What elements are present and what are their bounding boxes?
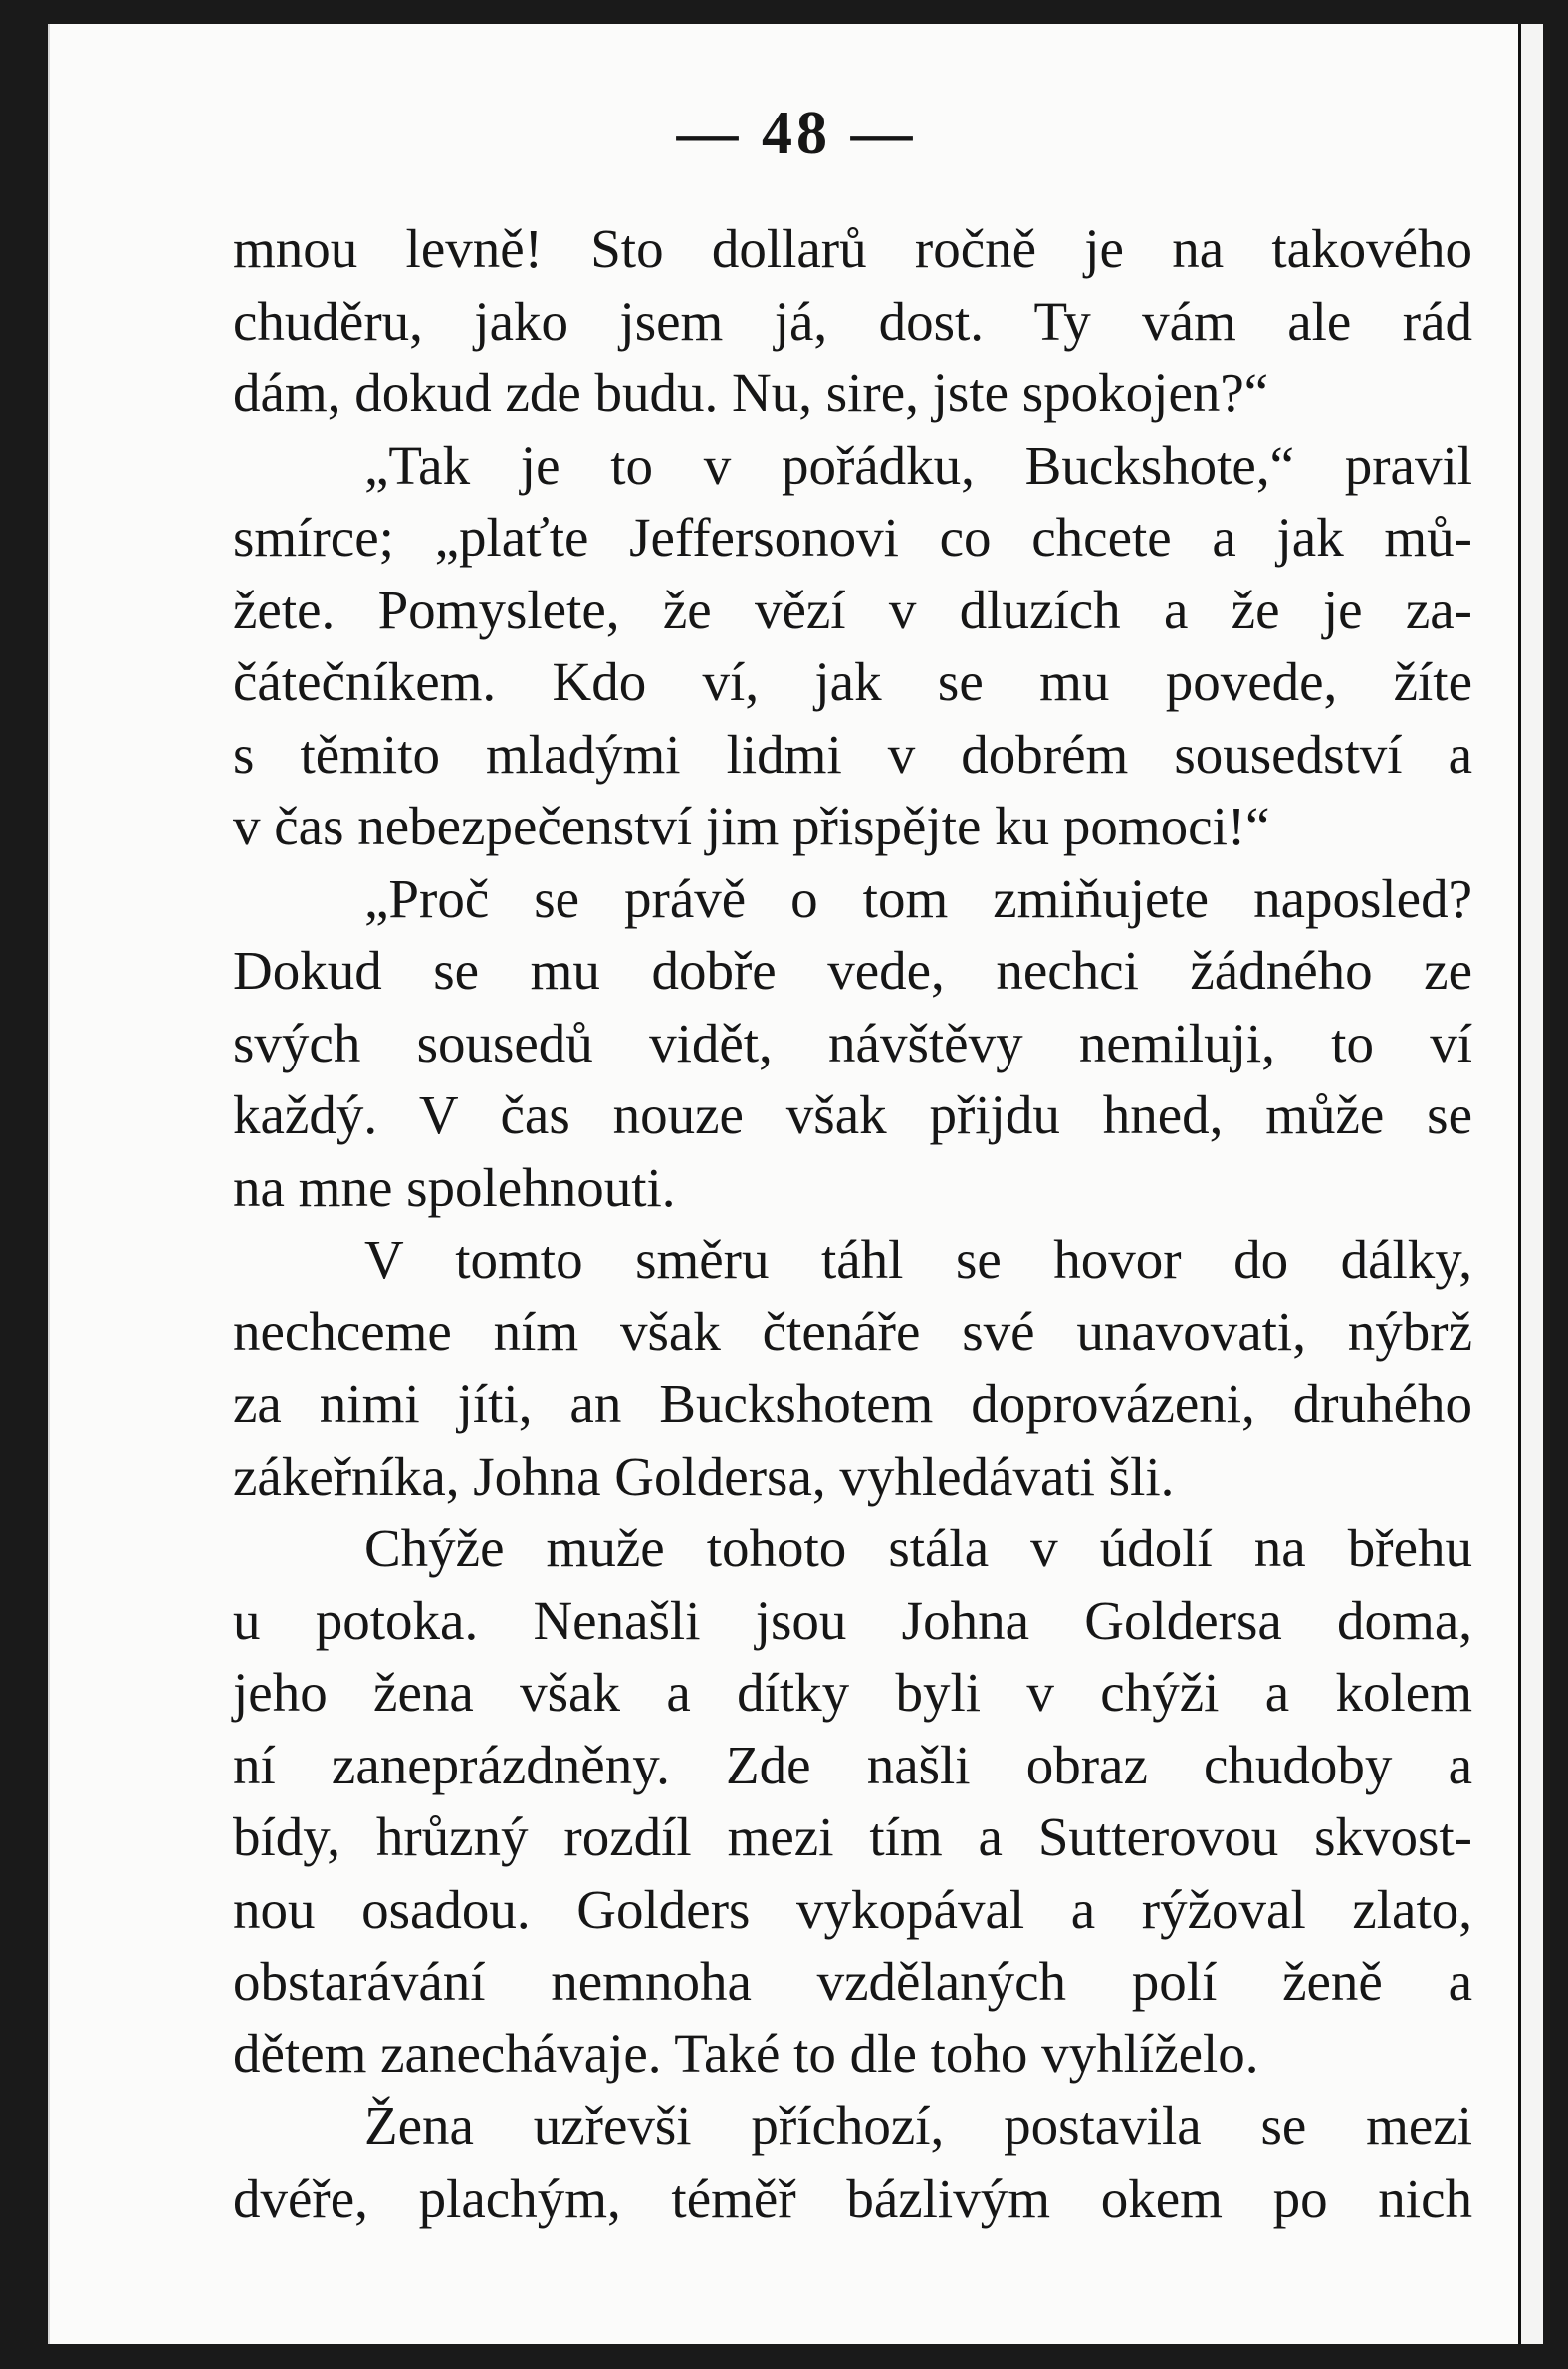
text-line: dvéře, plachým, téměř bázlivým okem po nich [233, 2167, 1472, 2229]
text-line: s těmito mladými lidmi v dobrém sousedství a [233, 723, 1472, 785]
text-line: na mne spolehnouti. [233, 1156, 676, 1218]
text-line: u potoka. Nenašli jsou Johna Goldersa doma, [233, 1589, 1472, 1651]
text-line: v čas nebezpečenství jim přispějte ku pomoci!“ [233, 796, 1270, 856]
text-line: bídy, hrůzný rozdíl mezi tím a Sutterovou skvost- [233, 1806, 1472, 1867]
text-line: dětem zanechávaje. Také to dle toho vyhlíželo. [233, 2022, 1259, 2084]
text-line: za nimi jíti, an Buckshotem doprovázeni, druhého [233, 1373, 1472, 1434]
text-line: obstarávání nemnoha vzdělaných polí ženě a [233, 1951, 1472, 2012]
text-line: nou osadou. Golders vykopával a rýžoval zlato, [233, 1878, 1472, 1940]
text-line: Dokud se mu dobře vede, nechci žádného ze [233, 940, 1472, 1001]
text-line: „Proč se právě o tom zmiňujete naposled? [364, 867, 1472, 929]
page-edge [1518, 24, 1543, 2344]
book-page [48, 24, 1543, 2344]
text-line: chuděru, jako jsem já, dost. Ty vám ale rád [233, 290, 1472, 352]
text-line: čátečníkem. Kdo ví, jak se mu povede, žíte [233, 651, 1472, 712]
text-line: každý. V čas nouze však přijdu hned, může se [233, 1084, 1472, 1145]
text-line: smírce; „plaťte Jeffersonovi co chcete a jak mů- [233, 507, 1472, 568]
text-line: žete. Pomyslete, že vězí v dluzích a že je za- [233, 579, 1472, 640]
text-line: jeho žena však a dítky byli v chýži a kolem [233, 1662, 1472, 1723]
text-line: Chýže muže tohoto stála v údolí na břehu [364, 1518, 1472, 1578]
page-number: — 48 — [676, 100, 917, 167]
text-line: „Tak je to v pořádku, Buckshote,“ pravil [364, 434, 1472, 496]
text-line: zákeřníka, Johna Goldersa, vyhledávati šli. [233, 1445, 1175, 1507]
text-line: mnou levně! Sto dollarů ročně je na takového [233, 218, 1472, 279]
text-line: nechceme ním však čtenáře své unavovati, nýbrž [233, 1301, 1472, 1362]
body-text [233, 213, 1472, 2235]
text-line: V tomto směru táhl se hovor do dálky, [364, 1229, 1472, 1290]
text-line: Žena uzřevši příchozí, postavila se mezi [364, 2095, 1472, 2156]
text-line: ní zaneprázdněny. Zde našli obraz chudoby a [233, 1734, 1472, 1795]
text-line: dám, dokud zde budu. Nu, sire, jste spokojen?“ [233, 362, 1269, 423]
text-line: svých sousedů vidět, návštěvy nemiluji, to ví [233, 1012, 1472, 1073]
